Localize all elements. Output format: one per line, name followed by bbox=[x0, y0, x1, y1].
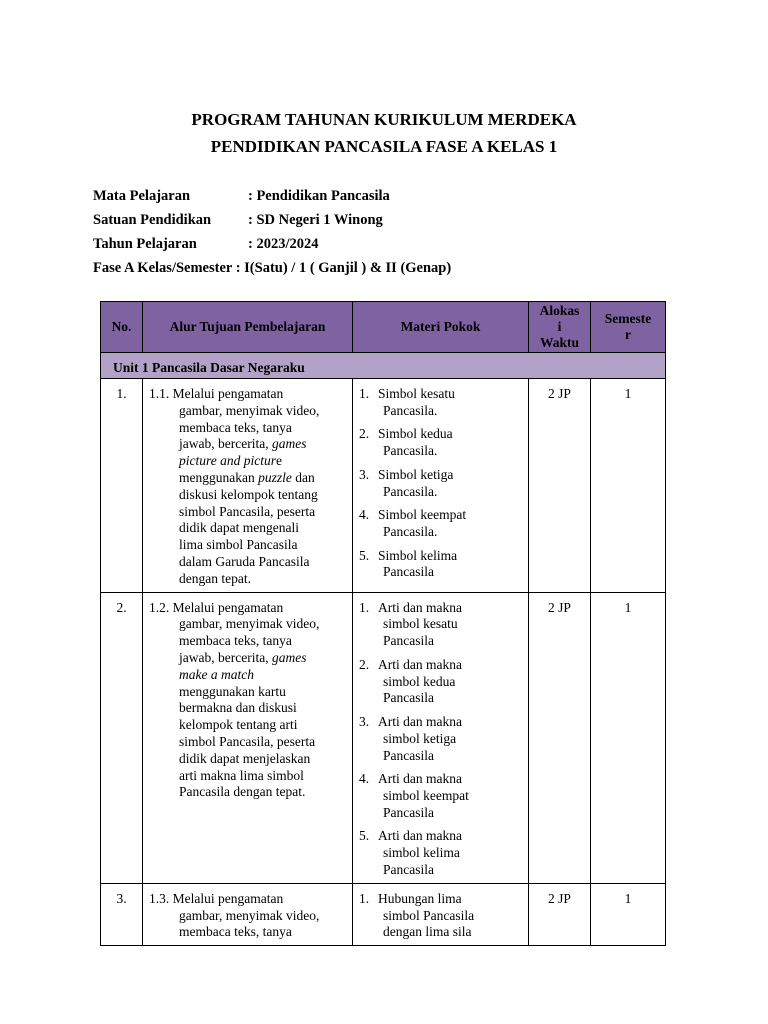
tp-italic-segment: picture and pictur bbox=[179, 453, 276, 469]
materi-number: 4. bbox=[359, 507, 370, 523]
tp-line: gambar, menyimak video, bbox=[179, 616, 320, 632]
materi-pokok bbox=[353, 379, 529, 593]
tp-line bbox=[149, 436, 346, 453]
materi-text: Arti dan makna bbox=[378, 599, 462, 615]
tp-line: simbol Pancasila, peserta bbox=[179, 733, 316, 749]
info-row-satuan-pendidikan bbox=[93, 210, 451, 234]
tp-italic-segment: puzzle bbox=[258, 469, 292, 485]
materi-item bbox=[359, 657, 522, 707]
alokasi-waktu: 2 JP bbox=[529, 592, 591, 883]
header-alokasi-line: Waktu bbox=[539, 335, 580, 350]
tp-line: menggunakan kartu bbox=[179, 683, 286, 699]
materi-number: 2. bbox=[359, 426, 370, 442]
info-row-mata-pelajaran bbox=[93, 186, 451, 210]
alokasi-waktu: 2 JP bbox=[529, 883, 591, 945]
header-alokasi-line: i bbox=[557, 319, 562, 334]
tp-line bbox=[149, 453, 346, 470]
info-label: Tahun Pelajaran bbox=[93, 236, 197, 252]
row-number: 3. bbox=[101, 883, 143, 945]
tp-line: didik dapat mengenali bbox=[179, 520, 299, 536]
header-no: No. bbox=[101, 302, 143, 353]
document-info bbox=[93, 186, 451, 282]
materi-text: Pancasila bbox=[383, 564, 434, 580]
header-semester bbox=[591, 302, 666, 353]
materi-item bbox=[359, 828, 522, 878]
materi-number: 3. bbox=[359, 713, 370, 729]
table-header-row bbox=[101, 302, 666, 353]
tp-italic-segment: games bbox=[271, 436, 307, 452]
materi-text: Pancasila. bbox=[383, 443, 438, 459]
materi-text: simbol Pancasila bbox=[383, 907, 475, 923]
materi-item bbox=[359, 771, 522, 821]
materi-text: dengan lima sila bbox=[383, 924, 472, 940]
materi-text: Simbol kesatu bbox=[378, 386, 455, 401]
tp-line: membaca teks, tanya bbox=[179, 419, 292, 435]
materi-text: Pancasila. bbox=[383, 402, 438, 418]
table-row bbox=[101, 883, 666, 945]
tp-line: Pancasila dengan tepat. bbox=[179, 784, 306, 800]
tp-line: dengan tepat. bbox=[179, 570, 251, 586]
tp-line: didik dapat menjelaskan bbox=[179, 750, 311, 766]
materi-number: 4. bbox=[359, 771, 370, 787]
tp-line: kelompok tentang arti bbox=[179, 717, 298, 733]
tp-italic-segment: games bbox=[271, 649, 307, 665]
materi-number: 3. bbox=[359, 466, 370, 482]
materi-number: 1. bbox=[359, 386, 370, 401]
semester: 1 bbox=[591, 379, 666, 593]
header-semester-line: Semeste bbox=[604, 311, 652, 326]
info-label: Satuan Pendidikan bbox=[93, 212, 212, 228]
materi-text: simbol keempat bbox=[383, 787, 469, 803]
materi-pokok bbox=[353, 592, 529, 883]
info-value: : Pendidikan Pancasila bbox=[248, 188, 390, 204]
header-materi-pokok: Materi Pokok bbox=[353, 302, 529, 353]
materi-number: 5. bbox=[359, 547, 370, 563]
materi-text: Simbol keempat bbox=[378, 507, 467, 523]
materi-text: Pancasila bbox=[383, 633, 434, 649]
tujuan-pembelajaran bbox=[143, 883, 353, 945]
tp-first-line: 1.3. Melalui pengamatan bbox=[149, 890, 284, 906]
materi-number: 1. bbox=[359, 890, 370, 906]
tp-line: diskusi kelompok tentang bbox=[179, 486, 318, 502]
materi-text: Pancasila bbox=[383, 804, 434, 820]
materi-text: Pancasila bbox=[383, 747, 434, 763]
alokasi-waktu: 2 JP bbox=[529, 379, 591, 593]
tp-segment: dan bbox=[291, 469, 315, 485]
table-row bbox=[101, 379, 666, 593]
materi-item bbox=[359, 548, 522, 582]
materi-number: 2. bbox=[359, 656, 370, 672]
header-alokasi-line: Alokas bbox=[539, 303, 580, 318]
materi-text: Simbol kedua bbox=[378, 426, 453, 442]
materi-item bbox=[359, 467, 522, 501]
row-number: 2. bbox=[101, 592, 143, 883]
materi-text: Simbol ketiga bbox=[378, 466, 454, 482]
tp-segment: jawab, bercerita, bbox=[179, 649, 272, 665]
materi-item bbox=[359, 426, 522, 460]
tp-line: gambar, menyimak video, bbox=[179, 402, 320, 418]
materi-item bbox=[359, 386, 522, 420]
table-row bbox=[101, 592, 666, 883]
materi-text: Arti dan makna bbox=[378, 828, 462, 844]
materi-item bbox=[359, 891, 522, 941]
tp-line: dalam Garuda Pancasila bbox=[179, 553, 310, 569]
tp-italic-segment: make a match bbox=[179, 666, 254, 682]
materi-text: simbol ketiga bbox=[383, 730, 457, 746]
tp-line bbox=[149, 650, 346, 667]
header-semester-line: r bbox=[625, 327, 631, 342]
header-alur-tujuan-pembelajaran: Alur Tujuan Pembelajaran bbox=[143, 302, 353, 353]
tp-line: gambar, menyimak video, bbox=[179, 907, 320, 923]
row-number: 1. bbox=[101, 379, 143, 593]
tp-line: arti makna lima simbol bbox=[179, 767, 304, 783]
info-row-tahun-pelajaran bbox=[93, 234, 451, 258]
materi-text: Hubungan lima bbox=[378, 890, 462, 906]
tp-line bbox=[149, 667, 346, 684]
materi-text: Pancasila. bbox=[383, 523, 438, 539]
info-label: Fase A Kelas/Semester bbox=[93, 260, 233, 276]
materi-item bbox=[359, 714, 522, 764]
tp-line bbox=[149, 470, 346, 487]
info-value: : 2023/2024 bbox=[248, 236, 319, 252]
materi-number: 5. bbox=[359, 828, 370, 844]
tujuan-pembelajaran bbox=[143, 379, 353, 593]
semester: 1 bbox=[591, 883, 666, 945]
tp-line: membaca teks, tanya bbox=[179, 633, 292, 649]
tp-line: simbol Pancasila, peserta bbox=[179, 503, 316, 519]
info-value: : I(Satu) / 1 ( Ganjil ) & II (Genap) bbox=[235, 260, 452, 276]
materi-text: simbol kelima bbox=[383, 845, 460, 861]
unit-title: Unit 1 Pancasila Dasar Negaraku bbox=[101, 353, 666, 379]
info-value: : SD Negeri 1 Winong bbox=[248, 212, 383, 228]
tp-segment: jawab, bercerita, bbox=[179, 436, 272, 452]
materi-text: Pancasila. bbox=[383, 483, 438, 499]
tp-first-line: 1.1. Melalui pengamatan bbox=[149, 386, 284, 401]
materi-text: Pancasila bbox=[383, 690, 434, 706]
materi-text: Arti dan makna bbox=[378, 713, 462, 729]
materi-text: simbol kesatu bbox=[383, 616, 458, 632]
header-alokasi-waktu bbox=[529, 302, 591, 353]
tp-line: membaca teks, tanya bbox=[179, 924, 292, 940]
materi-text: Arti dan makna bbox=[378, 656, 462, 672]
materi-text: simbol kedua bbox=[383, 673, 456, 689]
program-table bbox=[100, 301, 666, 946]
info-row-fase-kelas-semester bbox=[93, 258, 451, 282]
materi-text: Pancasila bbox=[383, 861, 434, 877]
tp-line: lima simbol Pancasila bbox=[179, 537, 298, 553]
document-title-line-1: PROGRAM TAHUNAN KURIKULUM MERDEKA bbox=[191, 110, 577, 129]
tp-segment: e bbox=[276, 453, 282, 469]
materi-text: Simbol kelima bbox=[378, 547, 458, 563]
tp-line: bermakna dan diskusi bbox=[179, 700, 297, 716]
materi-number: 1. bbox=[359, 599, 370, 615]
unit-row bbox=[101, 353, 666, 379]
materi-item bbox=[359, 507, 522, 541]
info-label: Mata Pelajaran bbox=[93, 188, 191, 204]
tujuan-pembelajaran bbox=[143, 592, 353, 883]
semester: 1 bbox=[591, 592, 666, 883]
tp-segment: menggunakan bbox=[179, 469, 259, 485]
materi-text: Arti dan makna bbox=[378, 771, 462, 787]
materi-pokok bbox=[353, 883, 529, 945]
document-title-line-2: PENDIDIKAN PANCASILA FASE A KELAS 1 bbox=[210, 137, 558, 156]
tp-first-line: 1.2. Melalui pengamatan bbox=[149, 599, 284, 615]
materi-item bbox=[359, 600, 522, 650]
